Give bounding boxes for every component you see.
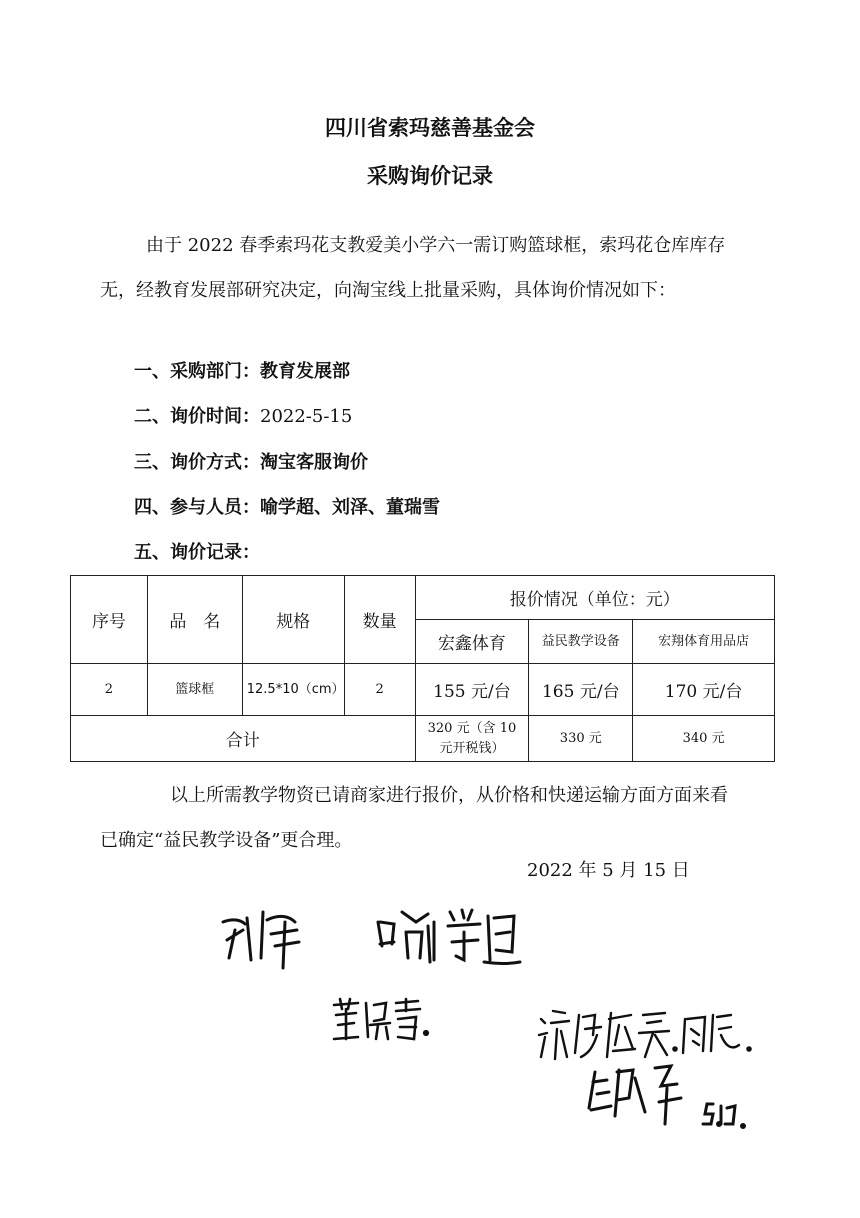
header-quote: 报价情况（单位：元） (415, 576, 774, 620)
total-row (71, 716, 775, 762)
conclusion-paragraph: 以上所需教学物资已请商家进行报价，从价格和快递运输方面方面来看已确定“益民教学设备”更合理。 (100, 785, 728, 851)
item-label: 三、询价方式： (134, 452, 260, 473)
vendor-2: 益民教学设备 (529, 620, 633, 664)
item-value: 教育发展部 (260, 361, 350, 382)
total-label: 合计 (71, 716, 416, 762)
total-3: 340 元 (633, 716, 775, 762)
intro-paragraph: 由于 2022 春季索玛花支教爱美小学六一需订购篮球框，索玛花仓库库存无，经教育发展部研究决定，向淘宝线上批量采购，具体询价情况如下： (100, 235, 726, 301)
item-value: 淘宝客服询价 (260, 452, 368, 473)
document-title: 采购询价记录 (367, 164, 493, 188)
item-method (134, 448, 368, 474)
item-label: 二、询价时间： (134, 406, 260, 427)
item-department (134, 357, 350, 383)
total-2: 330 元 (529, 716, 633, 762)
signature-dong-ruixue (330, 995, 430, 1045)
cell-price-2: 165 元/台 (529, 664, 633, 716)
signature-yu-xuechao (372, 902, 522, 974)
item-participants (134, 493, 440, 519)
item-time (134, 402, 352, 428)
vendor-1: 宏鑫体育 (415, 620, 529, 664)
vendor-3: 宏翔体育用品店 (633, 620, 775, 664)
document-date: 2022 年 5 月 15 日 (527, 860, 690, 881)
item-value: 2022-5-15 (260, 406, 353, 427)
item-value: 喻学超、刘泽、董瑞雪 (260, 497, 440, 518)
cell-no: 2 (71, 664, 148, 716)
total-1: 320 元（含 10 元开税钱） (415, 716, 529, 762)
signature-approval (535, 1005, 770, 1065)
signature-approver-date (585, 1058, 775, 1133)
signature-liu-ze (215, 900, 305, 972)
org-title: 四川省索玛慈善基金会 (325, 116, 535, 140)
header-qty: 数量 (344, 576, 415, 664)
header-spec: 规格 (242, 576, 344, 664)
cell-price-3: 170 元/台 (633, 664, 775, 716)
table-row (71, 664, 775, 716)
cell-qty: 2 (344, 664, 415, 716)
cell-price-1: 155 元/台 (415, 664, 529, 716)
quote-table (70, 575, 775, 762)
item-label: 五、询价记录： (134, 542, 260, 563)
item-records (134, 538, 260, 564)
cell-spec: 12.5*10（cm） (242, 664, 344, 716)
cell-name: 篮球框 (147, 664, 242, 716)
header-name: 品 名 (147, 576, 242, 664)
item-label: 四、参与人员： (134, 497, 260, 518)
header-no: 序号 (71, 576, 148, 664)
item-label: 一、采购部门： (134, 361, 260, 382)
